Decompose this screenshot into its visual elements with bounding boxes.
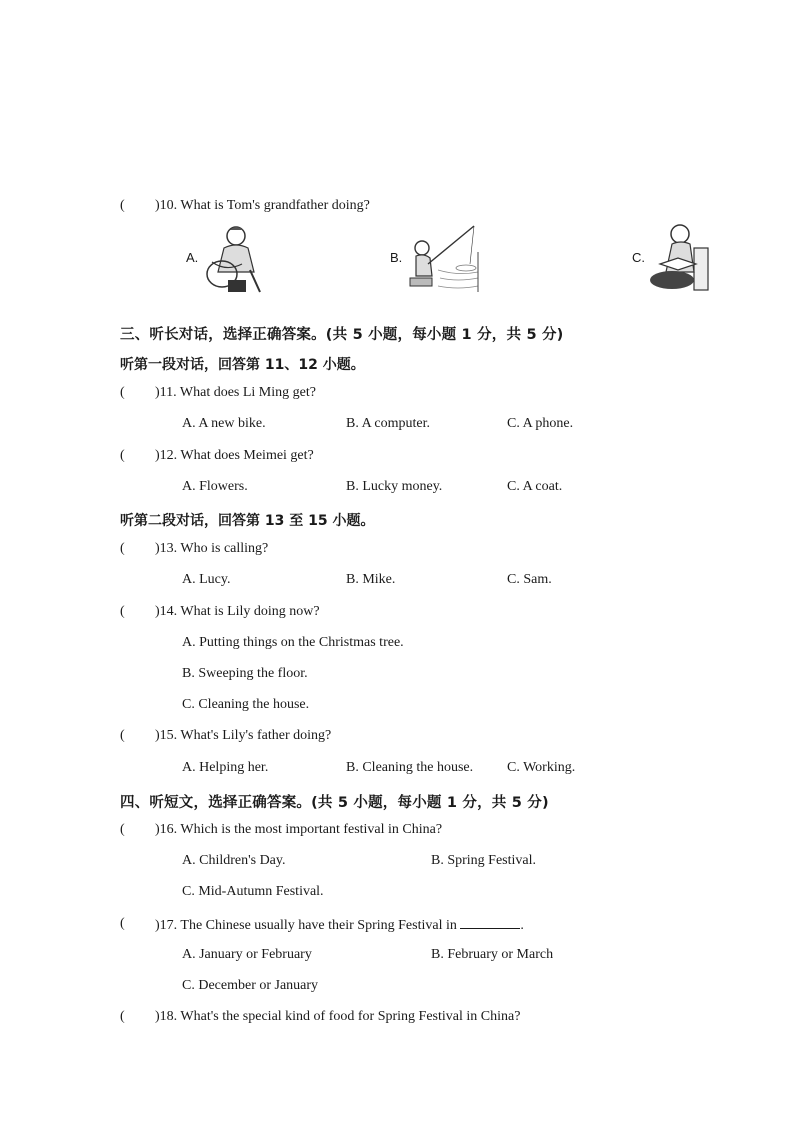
question-14-text: )14. What is Lily doing now? bbox=[155, 604, 320, 619]
answer-paren: ( bbox=[120, 541, 125, 556]
option-b-label: B. bbox=[390, 250, 403, 265]
q12-option-b: B. Lucky money. bbox=[346, 479, 443, 494]
answer-paren: ( bbox=[120, 822, 125, 837]
q14-option-b: B. Sweeping the floor. bbox=[182, 666, 308, 681]
dialog-2-heading: 听第二段对话，回答第 13 至 15 小题。 bbox=[120, 513, 375, 529]
question-17-stem: )17. The Chinese usually have their Spring Festival in bbox=[155, 918, 457, 933]
answer-blank[interactable] bbox=[460, 916, 520, 929]
q17-option-b: B. February or March bbox=[431, 947, 554, 962]
grandfather-reading-image bbox=[646, 220, 712, 294]
q13-option-b: B. Mike. bbox=[346, 572, 396, 587]
question-17-end: . bbox=[520, 918, 524, 933]
question-10-text: )10. What is Tom's grandfather doing? bbox=[155, 198, 370, 213]
question-17-text bbox=[155, 916, 524, 934]
question-13-text: )13. Who is calling? bbox=[155, 541, 269, 556]
option-a-label: A. bbox=[186, 250, 199, 265]
question-18-text: )18. What's the special kind of food for Spring Festival in China? bbox=[155, 1009, 521, 1024]
q15-option-b: B. Cleaning the house. bbox=[346, 760, 474, 775]
dialog-1-heading: 听第一段对话，回答第 11、12 小题。 bbox=[120, 357, 365, 373]
question-16-text: )16. Which is the most important festival in China? bbox=[155, 822, 443, 837]
answer-paren: ( bbox=[120, 448, 125, 463]
q16-option-c: C. Mid-Autumn Festival. bbox=[182, 884, 324, 899]
grandfather-fishing-image bbox=[404, 222, 480, 294]
q16-option-b: B. Spring Festival. bbox=[431, 853, 537, 868]
q14-option-c: C. Cleaning the house. bbox=[182, 697, 310, 712]
answer-paren: ( bbox=[120, 1009, 125, 1024]
answer-paren: ( bbox=[120, 385, 125, 400]
q11-option-c: C. A phone. bbox=[507, 416, 574, 431]
q13-option-c: C. Sam. bbox=[507, 572, 552, 587]
q11-option-a: A. A new bike. bbox=[182, 416, 266, 431]
option-c-label: C. bbox=[632, 250, 645, 265]
q17-option-a: A. January or February bbox=[182, 947, 312, 962]
q14-option-a: A. Putting things on the Christmas tree. bbox=[182, 635, 404, 650]
q12-option-a: A. Flowers. bbox=[182, 479, 248, 494]
q11-option-b: B. A computer. bbox=[346, 416, 430, 431]
question-15-text: )15. What's Lily's father doing? bbox=[155, 728, 332, 743]
q12-option-c: C. A coat. bbox=[507, 479, 563, 494]
grandfather-repairing-image bbox=[200, 222, 266, 294]
q15-option-a: A. Helping her. bbox=[182, 760, 269, 775]
answer-paren: ( bbox=[120, 916, 125, 931]
q17-option-c: C. December or January bbox=[182, 978, 319, 993]
q13-option-a: A. Lucy. bbox=[182, 572, 231, 587]
answer-paren: ( bbox=[120, 728, 125, 743]
q15-option-c: C. Working. bbox=[507, 760, 576, 775]
q16-option-a: A. Children's Day. bbox=[182, 853, 286, 868]
section-3-heading: 三、听长对话，选择正确答案。(共 5 小题，每小题 1 分，共 5 分) bbox=[120, 327, 564, 343]
answer-paren: ( bbox=[120, 604, 125, 619]
question-11-text: )11. What does Li Ming get? bbox=[155, 385, 316, 400]
section-4-heading: 四、听短文，选择正确答案。(共 5 小题，每小题 1 分，共 5 分) bbox=[120, 795, 549, 811]
question-12-text: )12. What does Meimei get? bbox=[155, 448, 314, 463]
answer-paren: ( bbox=[120, 198, 125, 213]
